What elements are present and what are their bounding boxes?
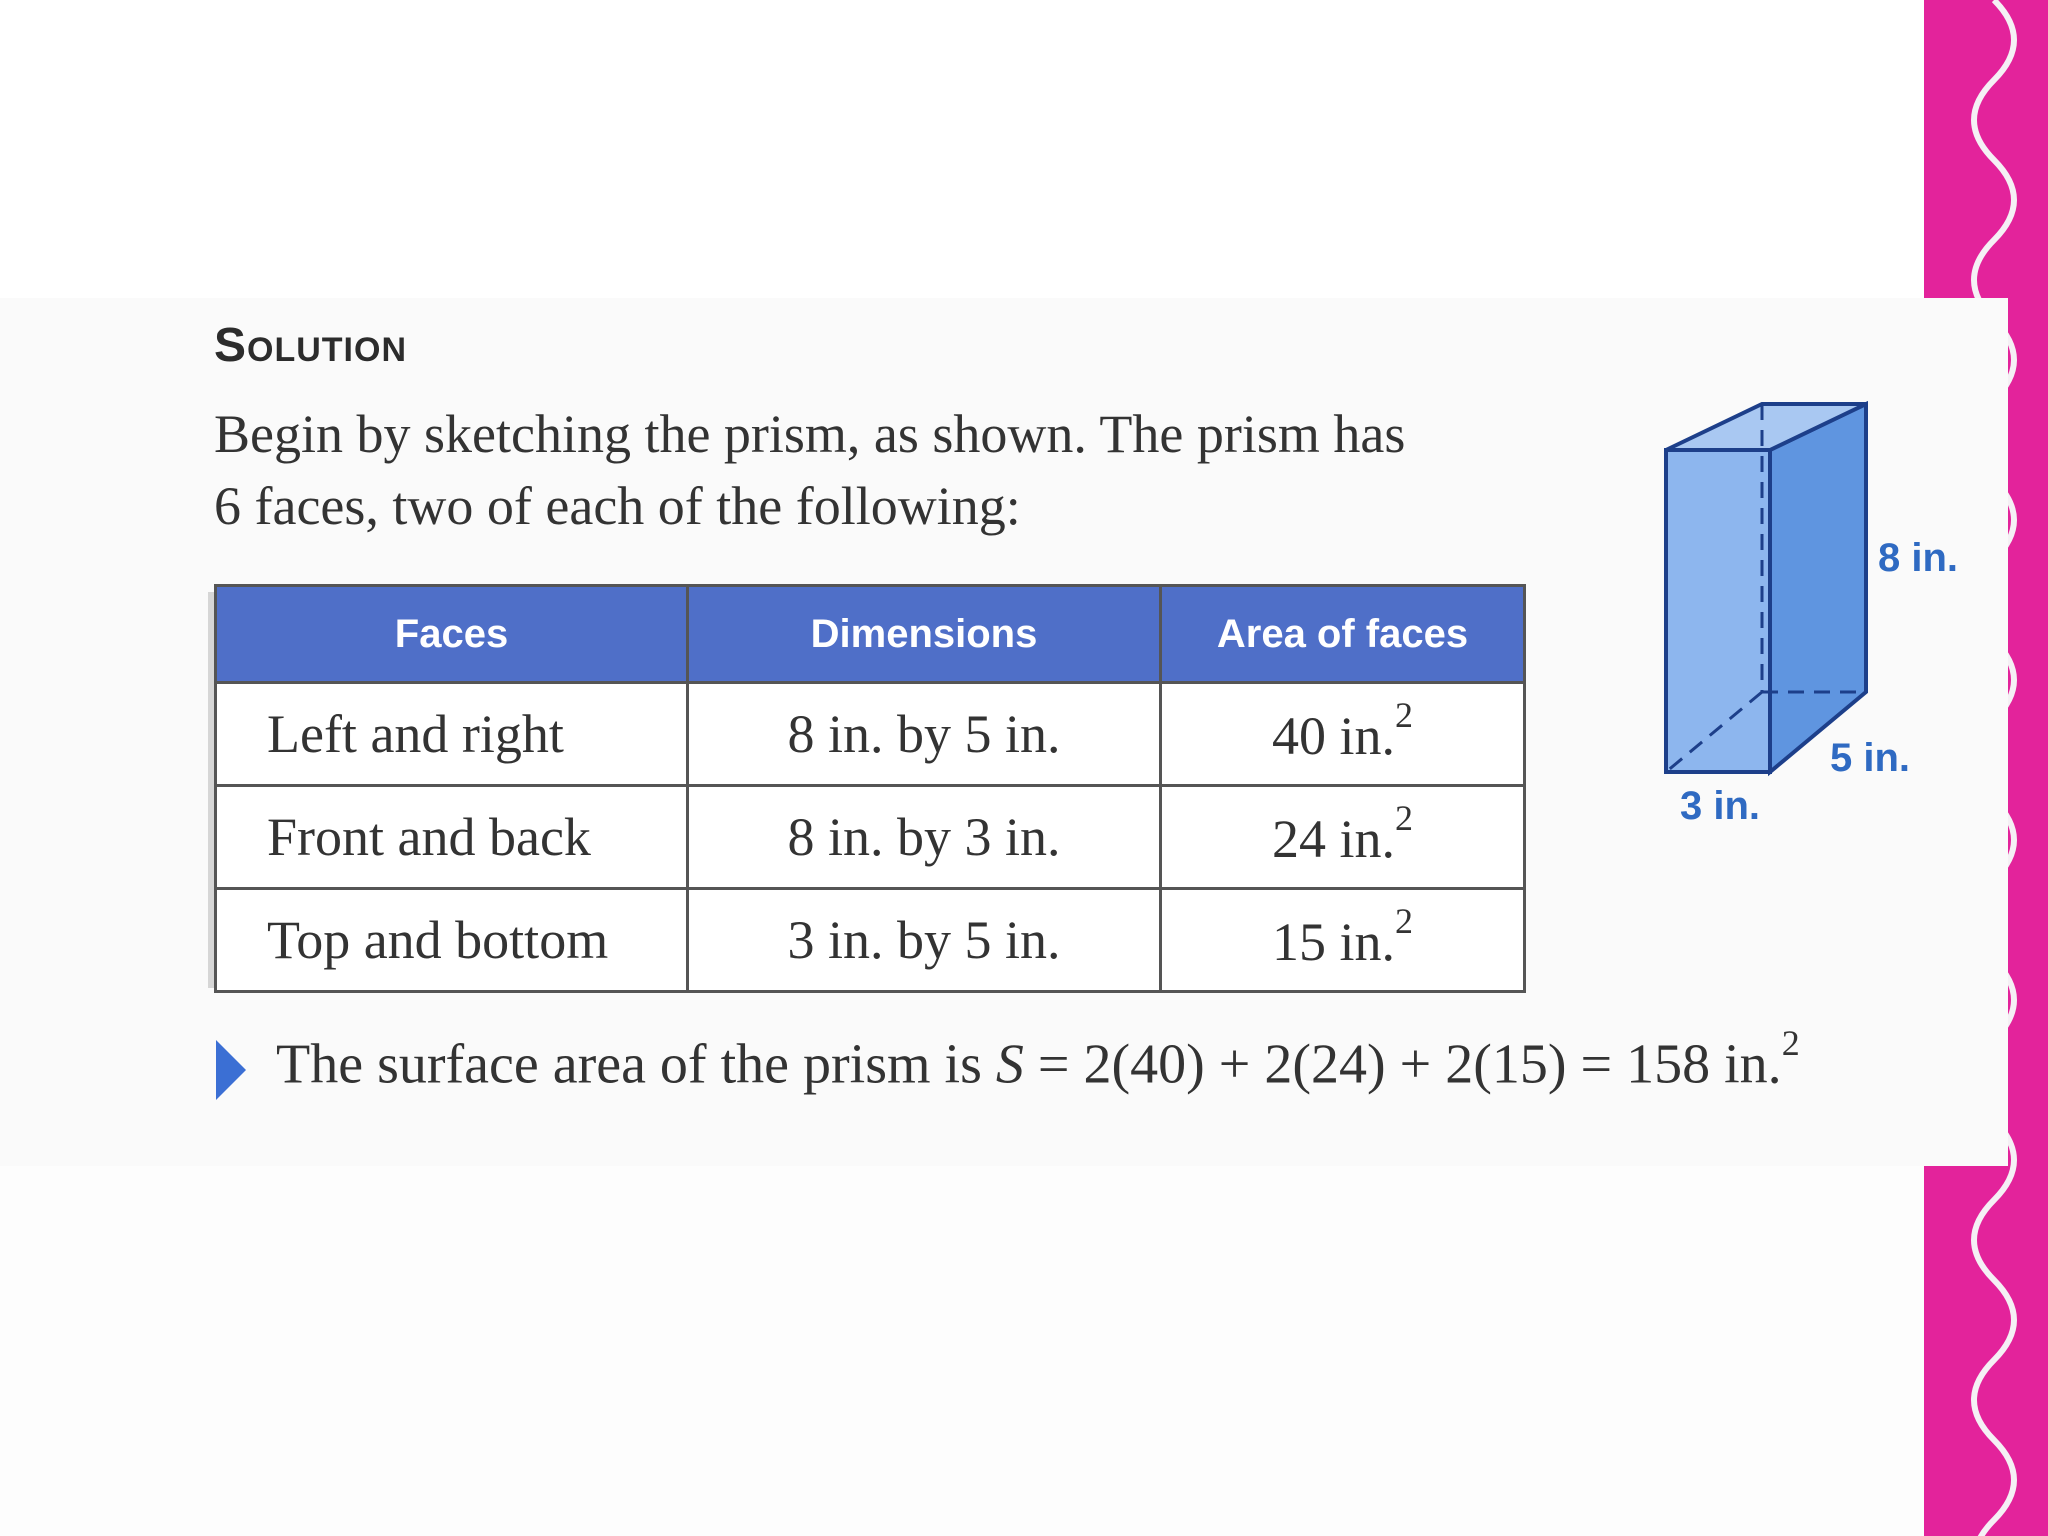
area-value: 24 in. (1271, 808, 1395, 869)
header-dimensions: Dimensions (688, 586, 1161, 683)
surface-area-result (216, 1023, 1996, 1100)
prism-right-face (1770, 404, 1866, 772)
dimensions-cell: 8 in. by 3 in. (688, 786, 1161, 889)
play-arrow-icon (216, 1040, 246, 1100)
prism-front-face (1666, 450, 1770, 772)
area-exponent: 2 (1395, 694, 1413, 735)
face-cell: Top and bottom (216, 889, 688, 992)
face-cell: Left and right (216, 683, 688, 786)
header-area: Area of faces (1161, 586, 1525, 683)
faces-table (214, 584, 1526, 993)
area-cell (1161, 786, 1525, 889)
prism-figure (1650, 390, 1920, 790)
area-exponent: 2 (1395, 900, 1413, 941)
faces-table-wrapper (214, 584, 1526, 980)
table-row (216, 683, 1525, 786)
table-row (216, 889, 1525, 992)
intro-paragraph: Begin by sketching the prism, as shown. The prism has 6 faces, two of each of the following: (214, 404, 1406, 536)
summary-equation: = 2(40) + 2(24) + 2(15) = 158 in. (1023, 1033, 1782, 1096)
dimensions-cell: 3 in. by 5 in. (688, 889, 1161, 992)
area-exponent: 2 (1395, 797, 1413, 838)
area-cell (1161, 683, 1525, 786)
header-faces: Faces (216, 586, 688, 683)
height-label: 8 in. (1878, 536, 1959, 580)
summary-text: The surface area of the prism is (276, 1033, 996, 1096)
summary-exponent: 2 (1781, 1023, 1800, 1063)
area-value: 15 in. (1271, 911, 1395, 972)
table-header-row (216, 586, 1525, 683)
depth-label: 5 in. (1830, 736, 1911, 780)
dimensions-cell: 8 in. by 5 in. (688, 683, 1161, 786)
summary-variable: S (995, 1033, 1024, 1096)
solution-heading: Solution (214, 319, 407, 372)
area-cell (1161, 889, 1525, 992)
face-cell: Front and back (216, 786, 688, 889)
width-label: 3 in. (1680, 784, 1761, 828)
table-row (216, 786, 1525, 889)
page-blank-area (0, 1166, 1924, 1536)
area-value: 40 in. (1271, 705, 1395, 766)
